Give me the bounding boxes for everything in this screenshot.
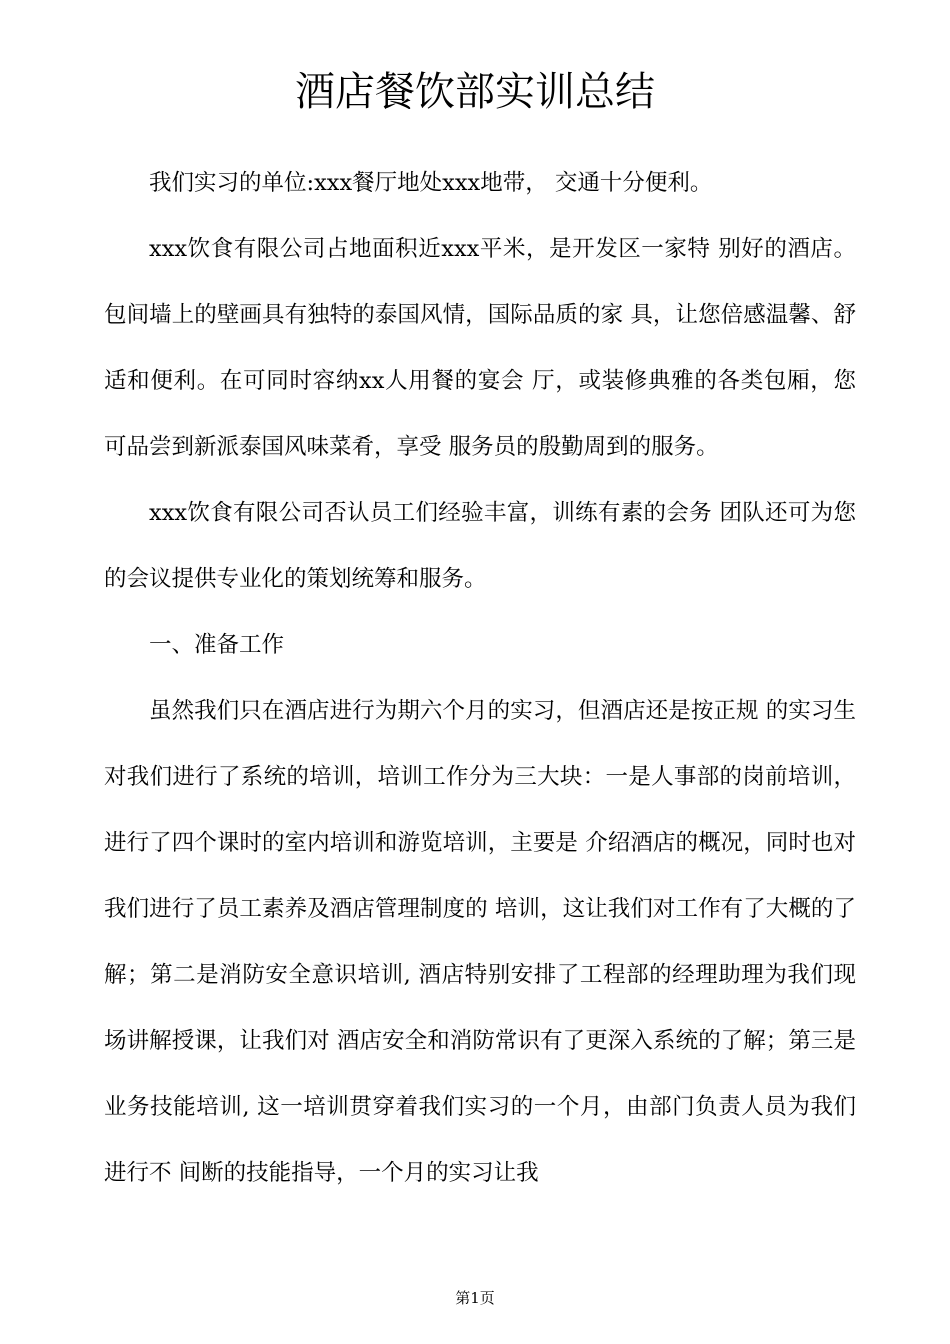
paragraph-location: 我们实习的单位:xxx餐厅地处xxx地带， 交通十分便利。 xyxy=(149,170,713,196)
paragraph-company-intro: xxx饮食有限公司占地面积近xxx平米，是开发区一家特 别好的酒店。包间墙上的壁画具有独特的泰国风情，国际品质的家 具，让您倍感温馨、舒适和便利。在可同时容纳xx人用餐的宴会 厅，或装修典雅的各类包厢，您可品尝到新派泰国风味菜肴，享受 服务员的殷勤周到的服务。 xyxy=(104,236,856,460)
document-body xyxy=(104,150,856,1206)
section-heading-preparation: 一、准备工作 xyxy=(149,632,285,658)
document-title: 酒店餐饮部实训总结 xyxy=(295,69,655,115)
paragraph-team: xxx饮食有限公司否认员工们经验丰富，训练有素的会务 团队还可为您的会议提供专业化的策划统筹和服务。 xyxy=(104,500,856,592)
paragraph-training: 虽然我们只在酒店进行为期六个月的实习，但酒店还是按正规 的实习生对我们进行了系统的培训，培训工作分为三大块：一是人事部的岗前培训，进行了四个课时的室内培训和游览培训，主要是 介绍酒店的概况，同时也对我们进行了员工素养及酒店管理制度的 培训，这让我们对工作有了大概的了解；第二是消防安全意识培训, 酒店特别安排了工程部的经理助理为我们现场讲解授课，让我们对 酒店安全和消防常识有了更深入系统的了解；第三是业务技能培训, 这一培训贯穿着我们实习的一个月，由部门负责人员为我们进行不 间断的技能指导，一个月的实习让我 xyxy=(104,698,856,1186)
page-number: 第1页 xyxy=(455,1289,495,1307)
